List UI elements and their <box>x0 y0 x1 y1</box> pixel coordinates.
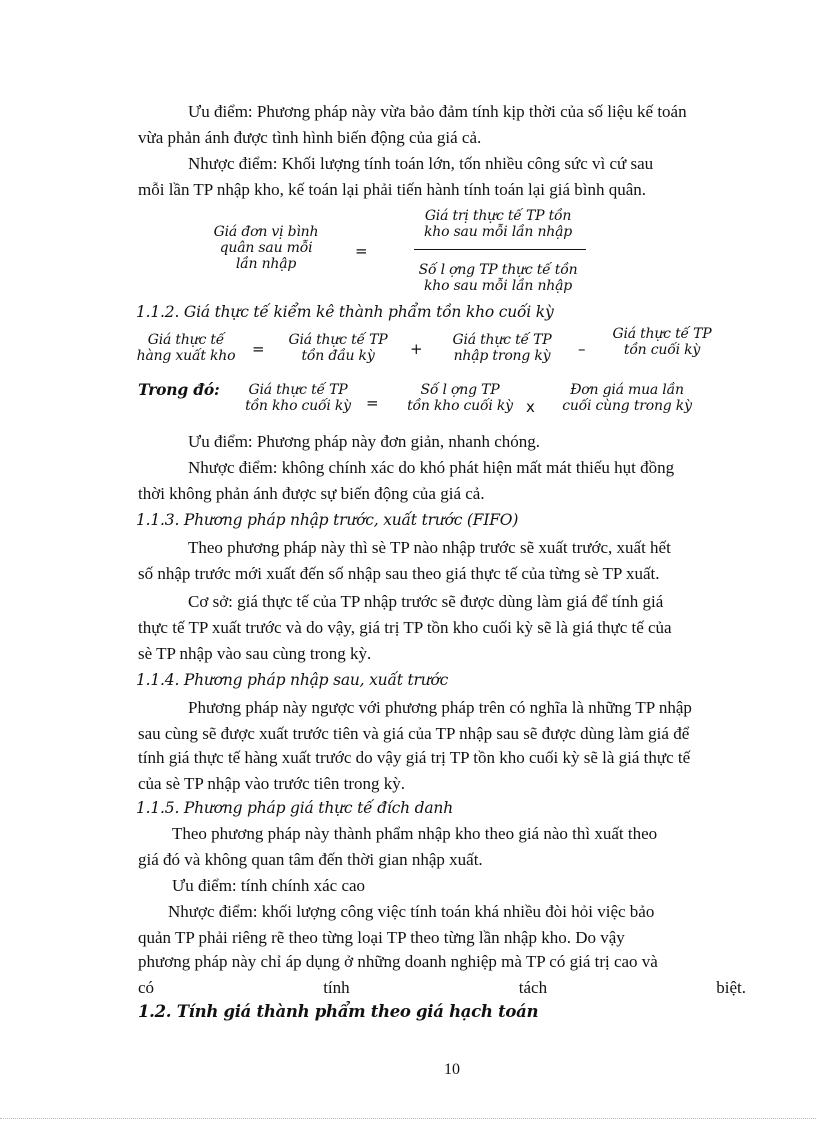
formula-term: nhập trong kỳ <box>453 348 551 364</box>
page-number: 10 <box>444 1061 460 1078</box>
formula-term: Giá thực tế TP <box>248 382 348 398</box>
where-label: Trong đó: <box>138 380 220 399</box>
body-text-line: thực tế TP xuất trước và do vậy, giá trị TP tồn kho cuối kỳ sẽ là giá thực tế của <box>138 618 672 637</box>
body-text-line: tính giá thực tế hàng xuất trước do vậy giá trị TP tồn kho cuối kỳ sẽ là giá thực tế <box>138 748 691 767</box>
equals-sign: = <box>252 340 265 358</box>
body-text-line: giá đó và không quan tâm đến thời gian nhập xuất. <box>138 850 483 869</box>
multiply-sign: x <box>526 398 535 416</box>
formula-term: Số l ợng TP <box>420 382 500 398</box>
section-heading-1-1-2: 1.1.2. Giá thực tế kiểm kê thành phẩm tồn kho cuối kỳ <box>136 303 554 321</box>
formula-term: tồn kho cuối kỳ <box>407 398 513 414</box>
section-heading-1-1-5: 1.1.5. Phương pháp giá thực tế đích danh <box>136 799 453 817</box>
body-text-line: Theo phương pháp này thành phẩm nhập kho theo giá nào thì xuất theo <box>172 824 658 843</box>
advantage-text-line: Ưu điểm: Phương pháp này đơn giản, nhanh chóng. <box>188 432 541 451</box>
plus-sign: + <box>410 340 423 358</box>
fraction-bar <box>414 249 586 250</box>
word: tính <box>323 978 350 997</box>
body-text-line: sau cùng sẽ được xuất trước tiên và giá của TP nhập sau sẽ được dùng làm giá để <box>138 724 690 743</box>
disadvantage-text-line: thời không phản ánh được sự biến động của giá cả. <box>138 484 485 503</box>
disadvantage-text-line: quản TP phải riêng rẽ theo từng loại TP theo từng lần nhập kho. Do vậy <box>138 928 625 947</box>
disadvantage-text-line: phương pháp này chỉ áp dụng ở những doanh nghiệp mà TP có giá trị cao và <box>138 952 658 971</box>
advantage-text-line: Ưu điểm: tính chính xác cao <box>172 876 366 895</box>
formula-denominator: Số l ợng TP thực tế tồn <box>418 262 578 278</box>
formula-lhs-line: lần nhập <box>235 256 297 272</box>
formula-term: Giá thực tế <box>147 332 225 348</box>
formula-term: tồn kho cuối kỳ <box>245 398 351 414</box>
advantage-text-line: vừa phản ánh được tình hình biến động của giá cả. <box>138 128 482 147</box>
minus-sign: – <box>578 340 586 358</box>
section-heading-1-1-4: 1.1.4. Phương pháp nhập sau, xuất trước <box>136 671 449 689</box>
formula-term: hàng xuất kho <box>136 348 236 364</box>
body-text-line: Theo phương pháp này thì sè TP nào nhập trước sẽ xuất trước, xuất hết <box>188 538 671 557</box>
disadvantage-text-line: Nhược điểm: Khối lượng tính toán lớn, tốn nhiều công sức vì cứ sau <box>188 154 654 173</box>
formula-lhs-line: quân sau mỗi <box>219 240 313 256</box>
formula-numerator: kho sau mỗi lần nhập <box>423 224 572 240</box>
equals-sign: = <box>366 394 379 412</box>
section-heading-1-1-3: 1.1.3. Phương pháp nhập trước, xuất trước (FIFO) <box>136 511 519 529</box>
formula-term: Giá thực tế TP <box>288 332 388 348</box>
disadvantage-text-line: mỗi lần TP nhập kho, kế toán lại phải tiến hành tính toán lại giá bình quân. <box>138 180 647 199</box>
word: có <box>138 978 155 997</box>
formula-term: Giá thực tế TP <box>452 332 552 348</box>
word: tách <box>518 978 548 997</box>
formula-term: tồn đầu kỳ <box>301 348 375 364</box>
formula-denominator: kho sau mỗi lần nhập <box>423 278 572 294</box>
justified-line <box>138 978 746 998</box>
page-bottom-border <box>0 1118 816 1119</box>
body-text-line: số nhập trước mới xuất đến số nhập sau theo giá thực tế của từng sè TP xuất. <box>138 564 660 583</box>
disadvantage-text-line: Nhược điểm: không chính xác do khó phát hiện mất mát thiếu hụt đồng <box>188 458 675 477</box>
section-heading-1-2: 1.2. Tính giá thành phẩm theo giá hạch toán <box>138 1002 539 1021</box>
formula-numerator: Giá trị thực tế TP tồn <box>424 208 572 224</box>
formula-term: Đơn giá mua lần <box>570 382 684 398</box>
body-text-line: Cơ sở: giá thực tế của TP nhập trước sẽ được dùng làm giá để tính giá <box>188 592 664 611</box>
word: biệt. <box>716 978 746 997</box>
body-text-line: Phương pháp này ngược với phương pháp trên có nghĩa là những TP nhập <box>188 698 692 717</box>
disadvantage-text-line: Nhược điểm: khối lượng công việc tính toán khá nhiều đòi hỏi việc bảo <box>168 902 655 921</box>
formula-lhs-line: Giá đơn vị bình <box>213 224 319 240</box>
formula-term: tồn cuối kỳ <box>623 342 701 358</box>
formula-term: Giá thực tế TP <box>612 326 712 342</box>
body-text-line: của sè TP nhập vào trước tiên trong kỳ. <box>138 774 406 793</box>
formula-term: cuối cùng trong kỳ <box>562 398 692 414</box>
equals-sign: = <box>355 242 368 260</box>
body-text-line: sè TP nhập vào sau cùng trong kỳ. <box>138 644 372 663</box>
advantage-text-line: Ưu điểm: Phương pháp này vừa bảo đảm tính kịp thời của số liệu kế toán <box>188 102 687 121</box>
